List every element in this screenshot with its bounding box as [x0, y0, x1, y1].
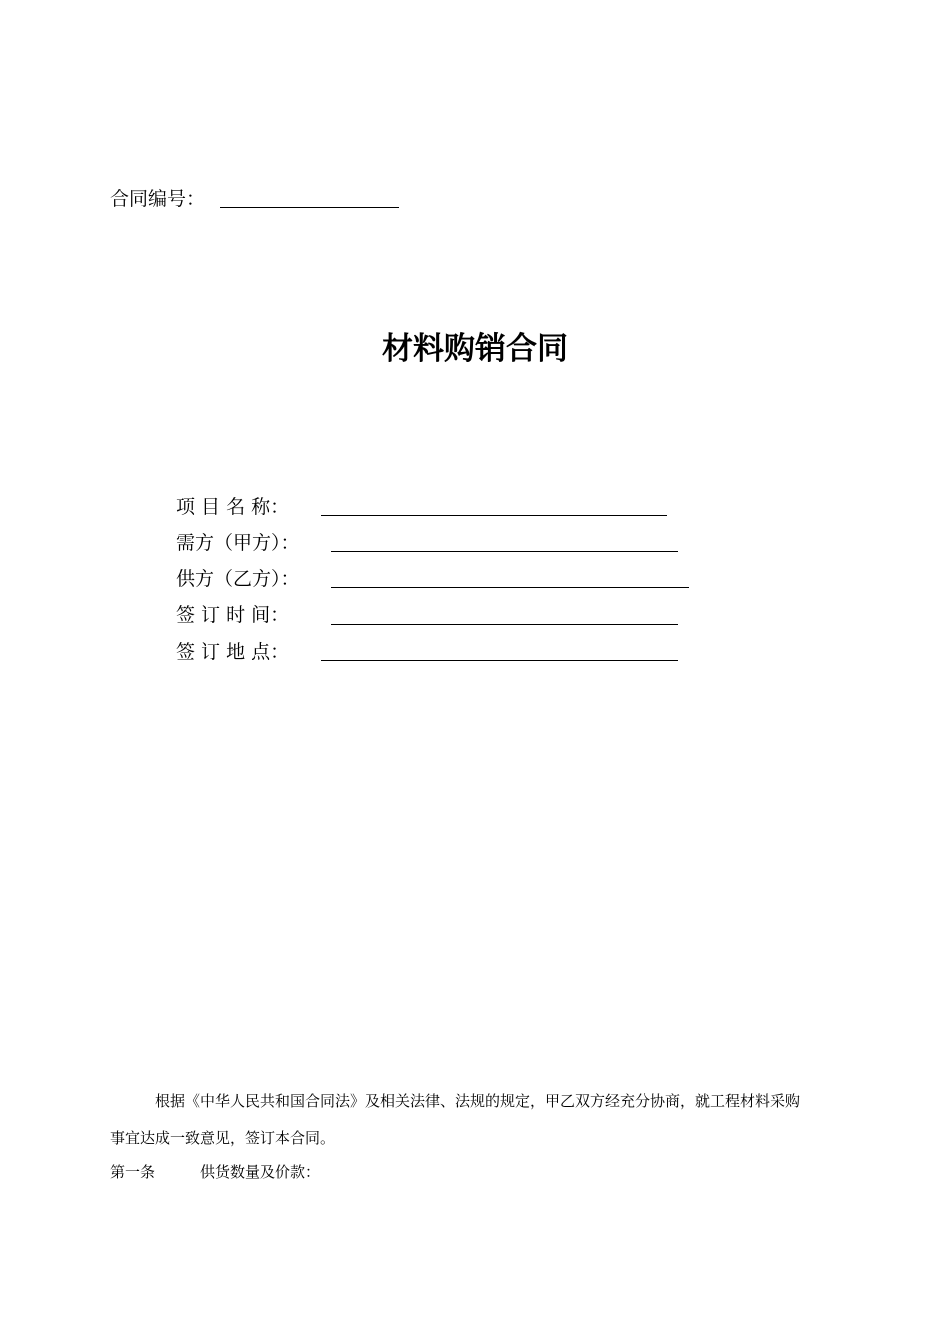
article-1-label: 第一条: [110, 1163, 156, 1181]
supplier-blank[interactable]: [331, 587, 689, 588]
project-name-label: 项 目 名 称：: [176, 496, 290, 518]
buyer-label: 需方（甲方）：: [176, 532, 300, 554]
contract-number-blank[interactable]: [220, 207, 399, 208]
project-name-blank[interactable]: [321, 515, 667, 516]
signing-date-blank[interactable]: [331, 624, 678, 625]
signing-place-blank[interactable]: [321, 660, 678, 661]
intro-paragraph-line2: 事宜达成一致意见，签订本合同。: [110, 1129, 336, 1147]
signing-date-label: 签 订 时 间：: [176, 604, 290, 626]
document-title: 材料购销合同: [382, 331, 568, 367]
buyer-blank[interactable]: [331, 551, 678, 552]
signing-place-label: 签 订 地 点：: [176, 641, 290, 663]
contract-number-label: 合同编号：: [110, 188, 206, 210]
article-1-title: 供货数量及价款：: [200, 1163, 321, 1181]
intro-paragraph-line1: 根据《中华人民共和国合同法》及相关法律、法规的规定，甲乙双方经充分协商，就工程材料采购: [155, 1092, 801, 1110]
supplier-label: 供方（乙方）：: [176, 568, 300, 590]
